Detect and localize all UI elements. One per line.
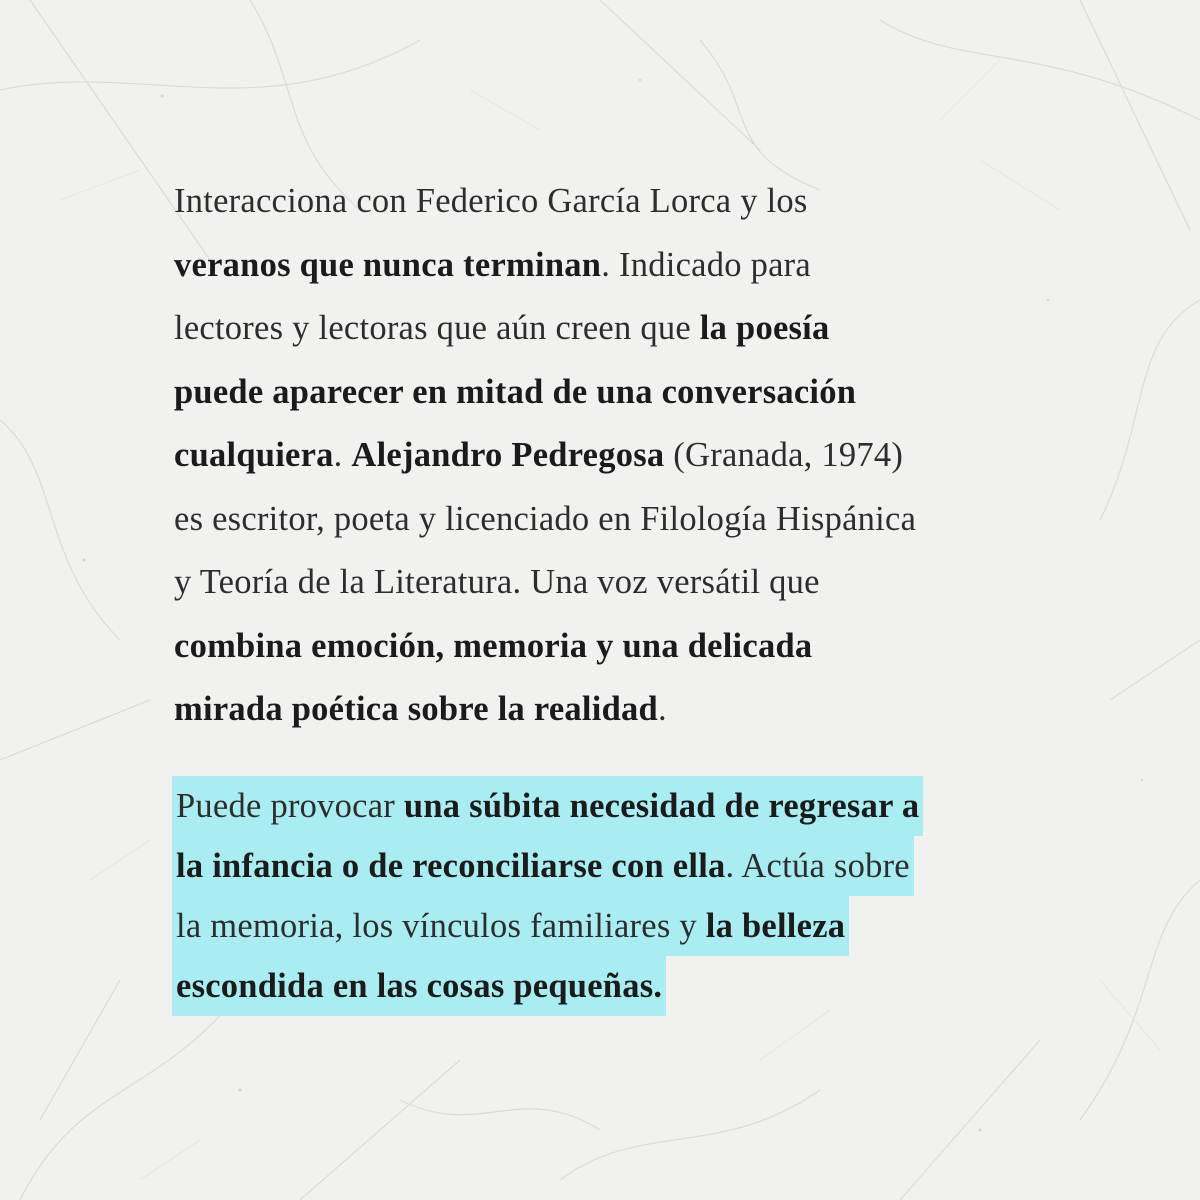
bold-text: una súbita necesidad de regresar a [403, 787, 920, 825]
bold-text: la belleza [705, 907, 846, 945]
paragraph-line [174, 234, 1074, 298]
paragraph-line [174, 424, 1074, 488]
paragraph-line [174, 488, 1074, 552]
paragraph-line [174, 361, 1074, 425]
paragraph-line [174, 551, 1074, 615]
bold-text: la poesía [699, 309, 830, 347]
regular-text: lectores y lectoras que aún creen que [174, 309, 700, 347]
highlighted-line [172, 896, 849, 956]
regular-text: . [657, 690, 667, 728]
regular-text: Interacciona con Federico García Lorca y los [174, 182, 808, 220]
paragraph-line [174, 297, 1074, 361]
bold-text: mirada poética sobre la realidad [174, 690, 658, 728]
regular-text: (Granada, 1974) [664, 436, 904, 474]
regular-text: Puede provocar [176, 787, 404, 825]
paragraph-line [174, 615, 1074, 679]
highlighted-line [172, 776, 923, 836]
regular-text: y Teoría de la Literatura. Una voz versátil que [174, 563, 820, 601]
paragraph-line [174, 170, 1074, 234]
bold-text: combina emoción, memoria y una delicada [174, 626, 813, 665]
regular-text: la memoria, los vínculos familiares y [176, 907, 706, 945]
regular-text: es escritor, poeta y licenciado en Filología Hispánica [174, 499, 917, 538]
paragraph-line [174, 678, 1074, 742]
bold-text: veranos que nunca terminan [174, 245, 602, 284]
highlighted-line [172, 836, 914, 896]
description-paragraph [174, 170, 1074, 742]
bold-text: la infancia o de reconciliarse con ella [176, 847, 726, 885]
highlighted-line [172, 956, 666, 1016]
regular-text: . Actúa sobre [725, 847, 910, 885]
highlighted-paragraph [172, 776, 923, 1016]
bold-text: escondida en las cosas pequeñas. [176, 967, 663, 1005]
regular-text: . [333, 436, 352, 474]
bold-text: puede aparecer en mitad de una conversación [174, 372, 857, 411]
author-name: Alejandro Pedregosa [351, 436, 665, 474]
bold-text: cualquiera [174, 436, 334, 474]
regular-text: . Indicado para [601, 245, 811, 284]
